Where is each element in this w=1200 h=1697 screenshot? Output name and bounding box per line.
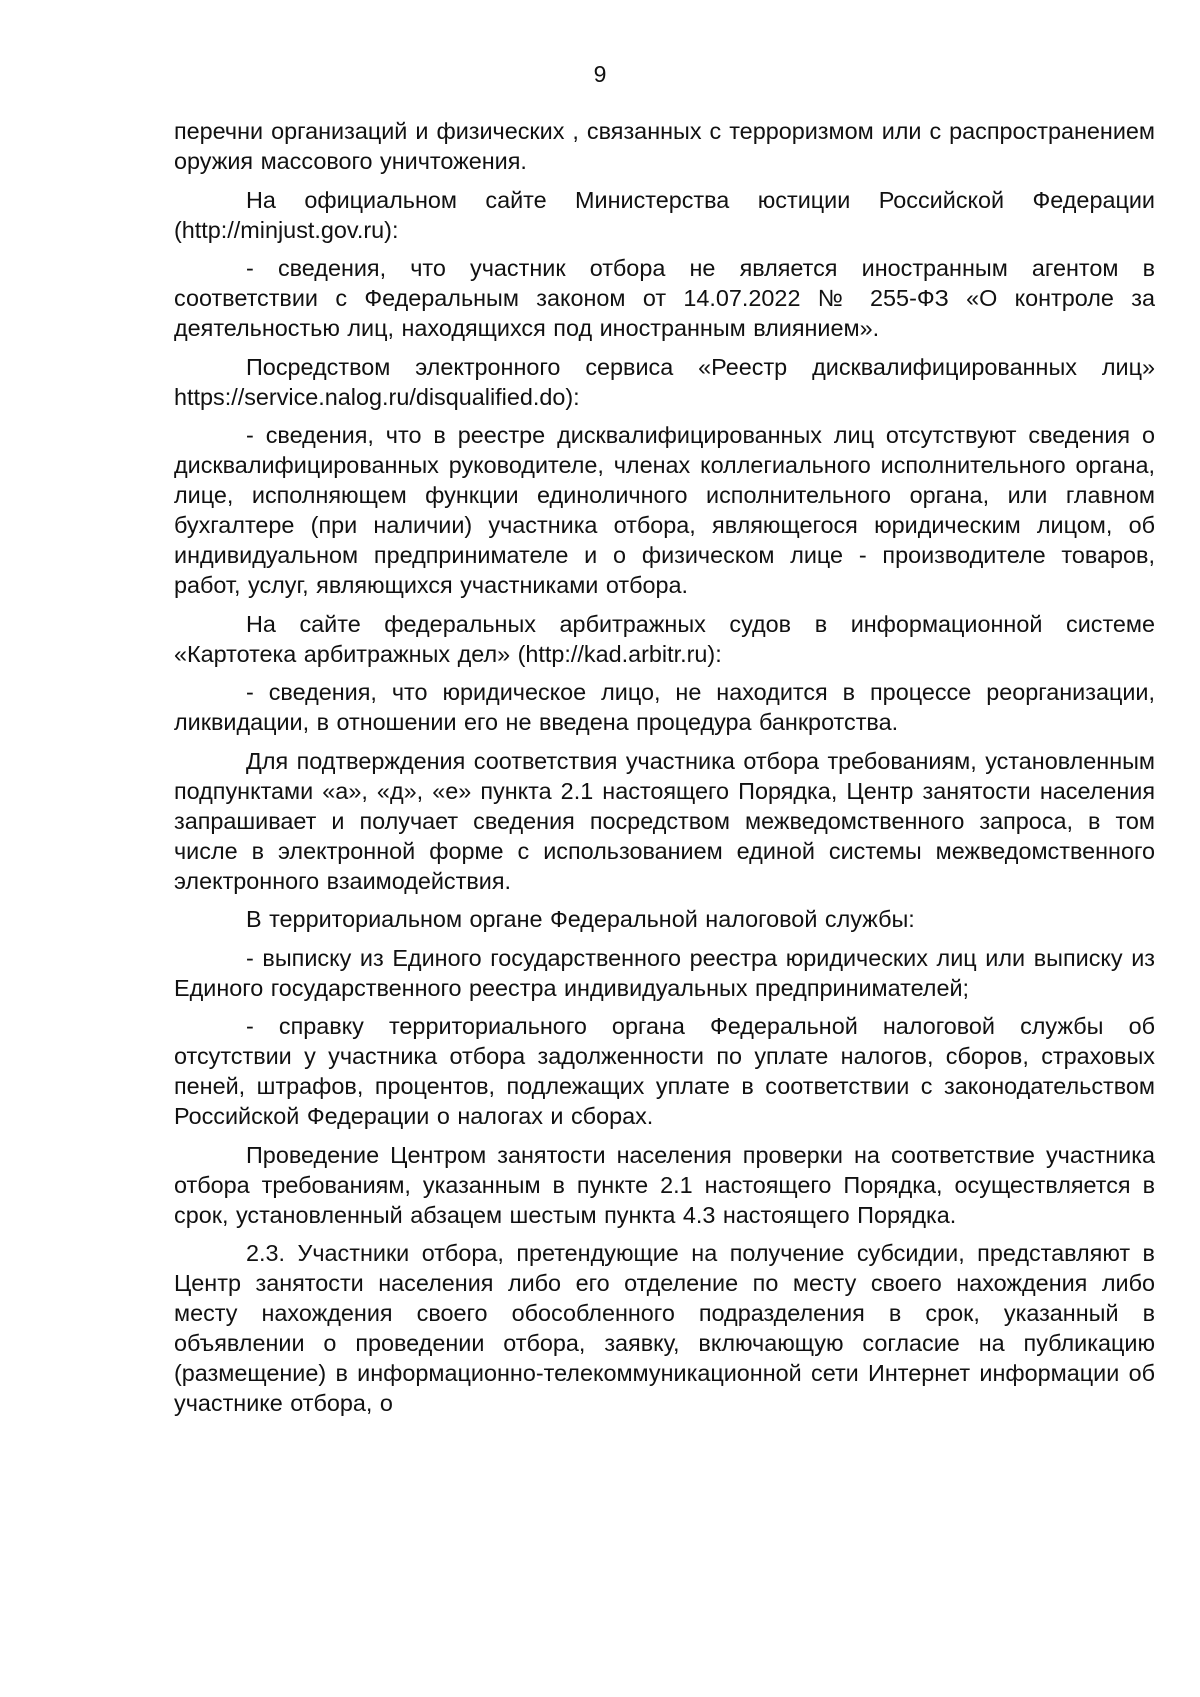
paragraph-registry-extract: - выписку из Единого государственного реестра юридических лиц или выписку из Единого государственного реестра индивидуальных предпринимателей; xyxy=(174,944,1155,1001)
paragraph-bankruptcy: - сведения, что юридическое лицо, не находится в процессе реорганизации, ликвидации, в отношении его не введена процедура банкротства. xyxy=(174,679,1155,735)
page-number: 9 xyxy=(593,61,607,87)
paragraph-tax-certificate: - справку территориального органа Федеральной налоговой службы об отсутствии у участника отбора задолженности по уплате налогов, сборов, страховых пеней, штрафов, процентов, подлежащих уплате в соответствии с законодательством Российской Федерации о налогах и сборах. xyxy=(174,1013,1155,1129)
paragraph-interagency-request: Для подтверждения соответствия участника отбора требованиям, установленным подпунктами «а», «д», «е» пункта 2.1 настоящего Порядка, Центр занятости населения запрашивает и получает сведения посредством межведомственного запроса, в том числе в электронной форме с использованием единой системы межведомственного электронного взаимодействия. xyxy=(174,747,1155,894)
paragraph-verification-term: Проведение Центром занятости населения проверки на соответствие участника отбора требованиям, указанным в пункте 2.1 настоящего Порядка, осуществляется в срок, установленный абзацем шестым пункта 4.3 настоящего Порядка. xyxy=(174,1141,1155,1228)
paragraph-minjust-site: На официальном сайте Министерства юстиции Российской Федерации (http://minjust.gov.ru): xyxy=(174,186,1155,243)
paragraph-tax-authority: В территориальном органе Федеральной налоговой службы: xyxy=(246,906,915,932)
paragraph-disqualified-service: Посредством электронного сервиса «Реестр дисквалифицированных лиц» https://service.nalog.ru/disqualified.do): xyxy=(174,353,1155,410)
paragraph-foreign-agent: - сведения, что участник отбора не является иностранным агентом в соответствии с Федеральным законом от 14.07.2022 № 255-ФЗ «О контроле за деятельностью лиц, находящихся под иностранным влиянием». xyxy=(174,255,1155,341)
paragraph-disqualified-registry: - сведения, что в реестре дисквалифицированных лиц отсутствуют сведения о дисквалифицированных руководителе, членах коллегиального исполнительного органа, лице, исполняющем функции единоличного исполнительного органа, или главном бухгалтере (при наличии) участника отбора, являющегося юридическим лицом, об индивидуальном предпринимателе и о физическом лице - производителе товаров, работ, услуг, являющихся участниками отбора. xyxy=(174,422,1155,598)
paragraph-arbitration-courts: На сайте федеральных арбитражных судов в информационной системе «Картотека арбитражных дел» (http://kad.arbitr.ru): xyxy=(174,610,1155,667)
paragraph-terrorism-lists: перечни организаций и физических , связанных с терроризмом или с распространением оружия массового уничтожения. xyxy=(174,118,1155,174)
paragraph-section-2-3: 2.3. Участники отбора, претендующие на получение субсидии, представляют в Центр занятости населения либо его отделение по месту своего нахождения либо месту нахождения своего обособленного подразделения в срок, указанный в объявлении о проведении отбора, заявку, включающую согласие на публикацию (размещение) в информационно-телекоммуникационной сети Интернет информации об участнике отбора, о xyxy=(174,1240,1155,1416)
document-body xyxy=(174,116,1155,1418)
